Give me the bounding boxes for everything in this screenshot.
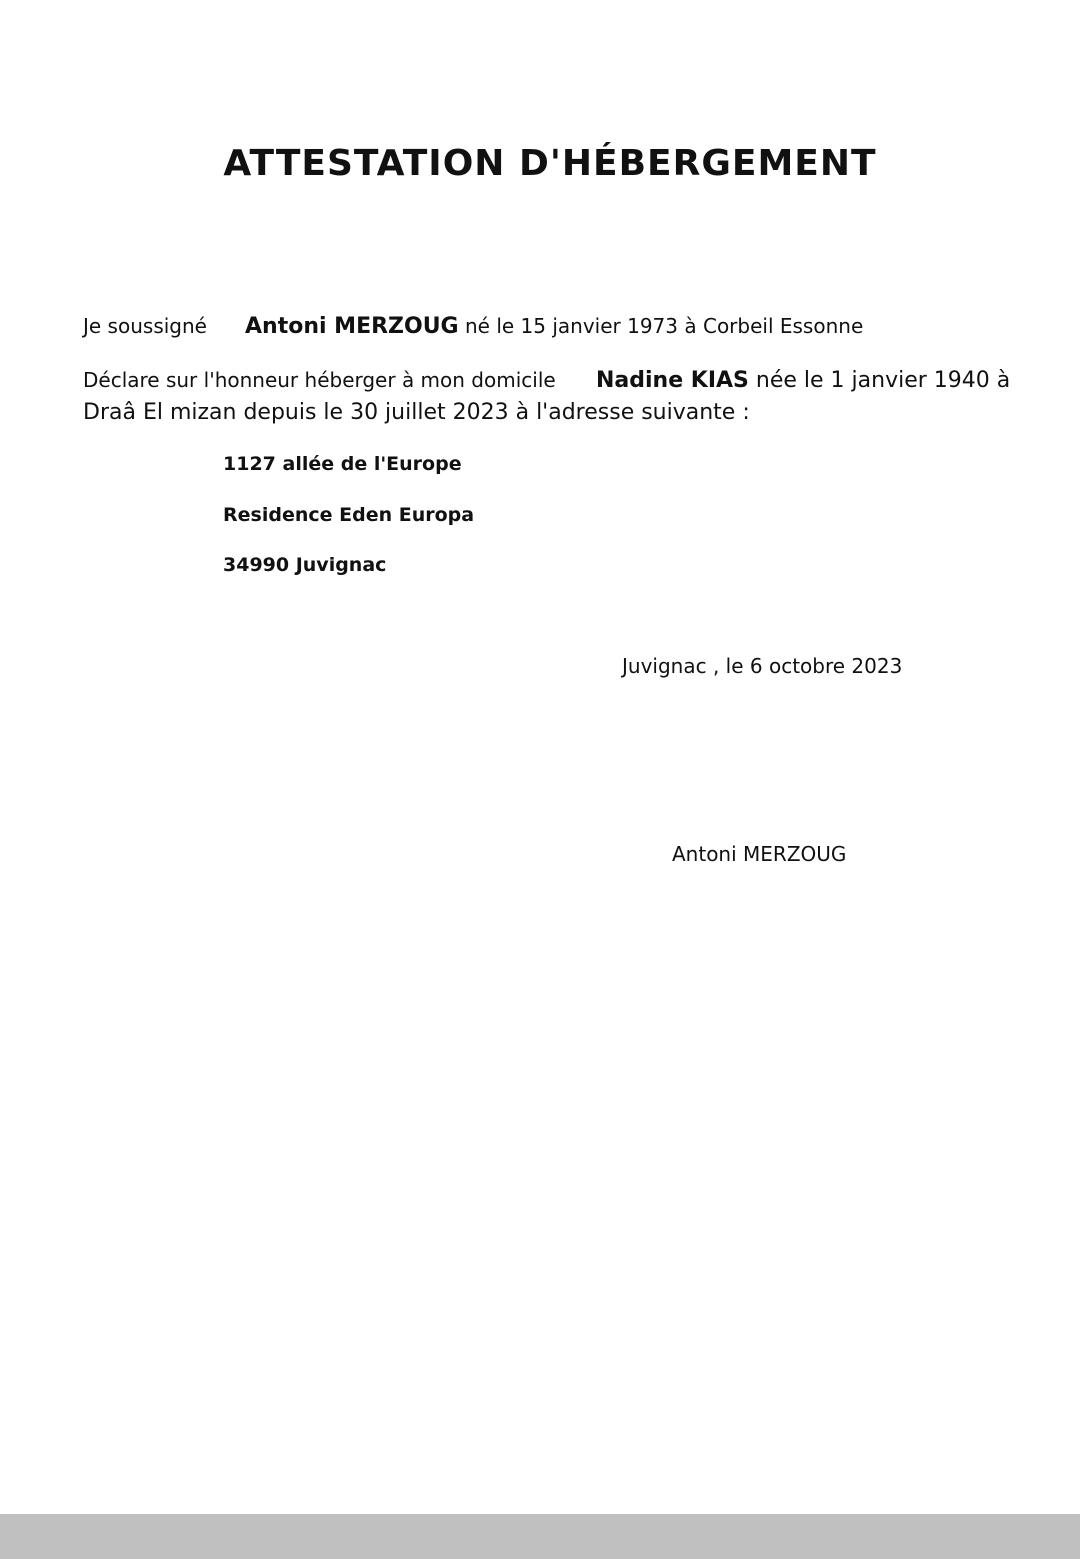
declarant-line: [83, 314, 863, 339]
address-residence: Residence Eden Europa: [223, 504, 475, 526]
declaration-line: [83, 368, 1010, 393]
address-street: 1127 allée de l'Europe: [223, 453, 462, 475]
signature-name: Antoni MERZOUG: [672, 842, 847, 866]
declaration-label: Déclare sur l'honneur héberger à mon domicile: [83, 368, 556, 392]
guest-name: Nadine KIAS: [596, 368, 749, 393]
bottom-bar: [0, 1514, 1080, 1559]
guest-birth-info: née le 1 janvier 1940 à: [748, 368, 1011, 393]
document-title: ATTESTATION D'HÉBERGEMENT: [223, 143, 877, 184]
place-and-date: Juvignac , le 6 octobre 2023: [622, 654, 903, 678]
host-name: Antoni MERZOUG: [245, 314, 459, 339]
declaration-continuation: Draâ El mizan depuis le 30 juillet 2023 à l'adresse suivante :: [83, 400, 750, 425]
address-city: 34990 Juvignac: [223, 554, 387, 576]
host-birth-info: né le 15 janvier 1973 à Corbeil Essonne: [458, 314, 864, 338]
declarant-label: Je soussigné: [83, 314, 207, 338]
